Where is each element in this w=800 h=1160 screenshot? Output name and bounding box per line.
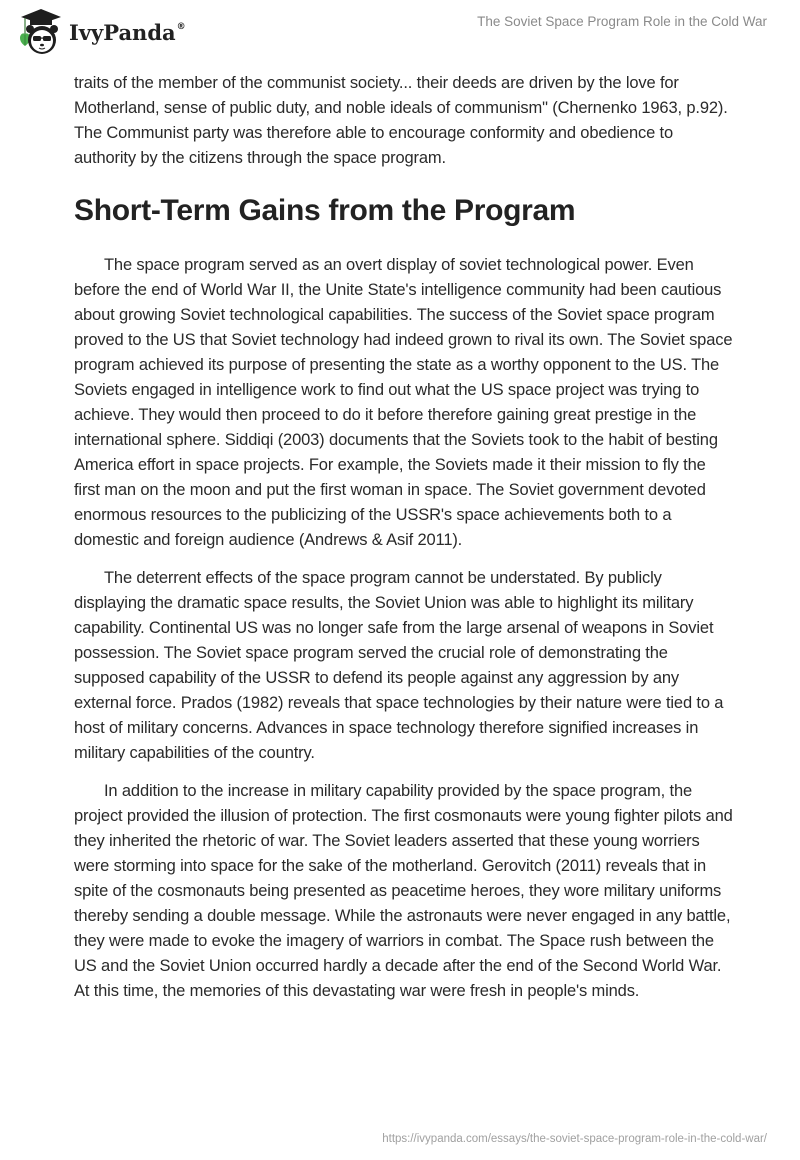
brand-name: IvyPanda® — [69, 19, 186, 45]
section-heading: Short-Term Gains from the Program — [74, 194, 576, 227]
body-paragraph-3: In addition to the increase in military capability provided by the space program, the project provided the illusion of protection. The first cosmonauts were young fighter pilots and they inherited the rhetoric of war. The Soviet leaders asserted that these young worriers were storming into space for the sake of the motherland. Gerovitch (2011) reveals that in spite of the cosmonauts being presented as peacetime heroes, they wore military uniforms thereby sending a double message. While the astronauts were never engaged in any battle, they were made to evoke the imagery of warriors in combat. The Space rush between the US and the Soviet Union occurred hardly a decade after the end of the Second World War. At this time, the memories of this devastating war were fresh in people's minds. — [74, 782, 733, 1000]
body-paragraph-1: The space program served as an overt display of soviet technological power. Even before the end of World War II, the Unite State's intelligence community had been cautious about growing Soviet technological capabilities. The success of the Soviet space program proved to the US that Soviet technology had indeed grown to rival its own. The Soviet space program achieved its purpose of presenting the state as a worthy opponent to the US. The Soviets engaged in intelligence work to find out what the US space project was trying to achieve. They would then proceed to do it before therefore gaining great prestige in the international sphere. Siddiqi (2003) documents that the Soviets took to the habit of besting America effort in space projects. For example, the Soviets made it their mission to fly the first man on the moon and put the first woman in space. The Soviet government devoted enormous resources to the publicizing of the USSR's space achievements both to a domestic and foreign audience (Andrews & Asif 2011). — [74, 256, 733, 549]
source-url-link[interactable]: https://ivypanda.com/essays/the-soviet-space-program-role-in-the-cold-war/ — [382, 1133, 767, 1145]
document-title: The Soviet Space Program Role in the Cold War — [477, 14, 767, 29]
intro-paragraph: traits of the member of the communist society... their deeds are driven by the love for Motherland, sense of public duty, and noble ideals of communism" (Chernenko 1963, p.92). The Communist party was therefore able to encourage conformity and obedience to authority by the citizens through the space program. — [74, 74, 728, 167]
registered-mark: ® — [176, 21, 186, 32]
page-header — [0, 0, 800, 60]
article-body — [74, 71, 734, 1004]
panda-graduation-cap-icon — [17, 8, 63, 56]
paragraph-spacer — [74, 766, 734, 779]
body-paragraph-2: The deterrent effects of the space program cannot be understated. By publicly displaying the dramatic space results, the Soviet Union was able to highlight its military capability. Continental US was no longer safe from the large arsenal of weapons in Soviet possession. The Soviet space program served the crucial role of demonstrating the supposed capability of the USSR to defend its people against any aggression by any external force. Prados (1982) reveals that space technologies by their nature were tied to a host of military concerns. Advances in space technology therefore signified increases in military capabilities of the country. — [74, 569, 724, 762]
paragraph-spacer — [74, 553, 734, 566]
brand-logo[interactable] — [17, 8, 186, 56]
